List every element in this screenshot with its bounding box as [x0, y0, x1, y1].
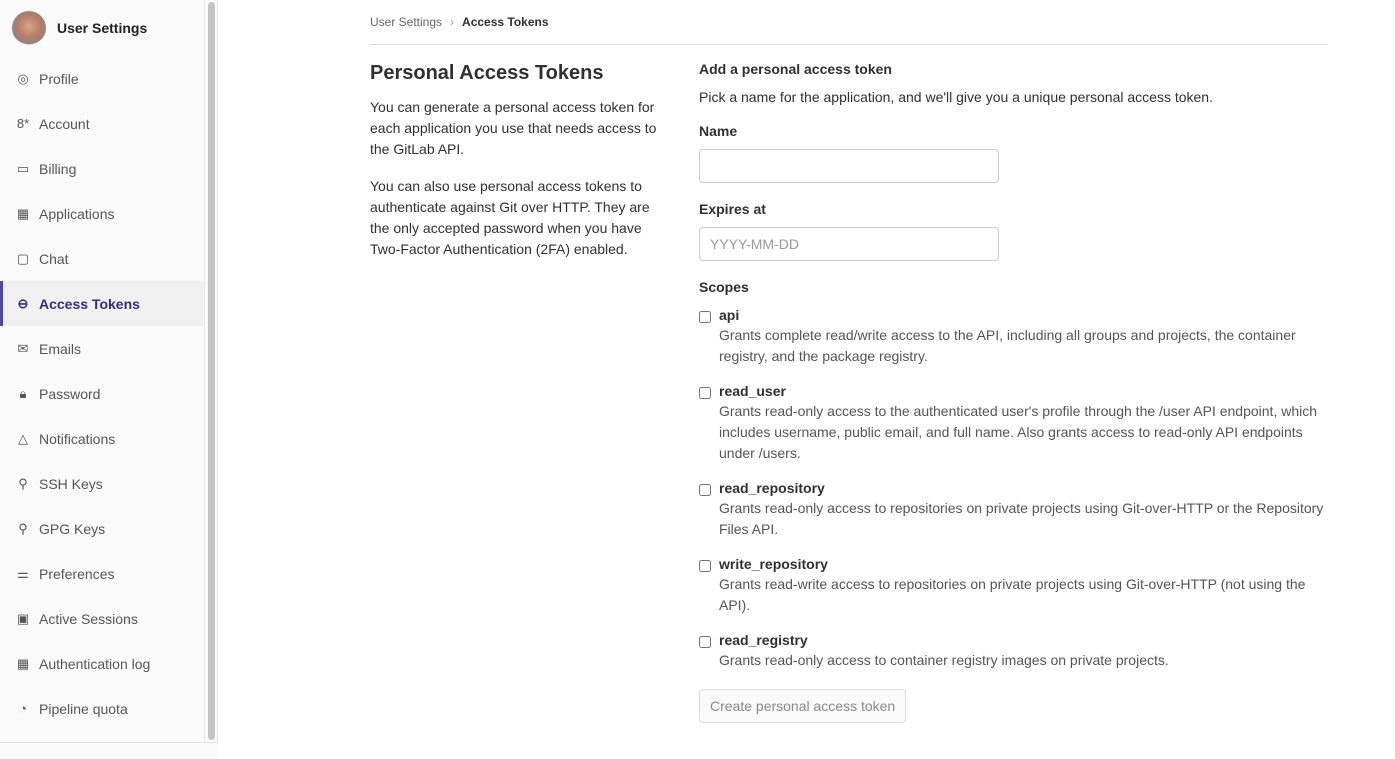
scope-description: Grants complete read/write access to the API, including all groups and projects, the container registry, and the package registry.	[719, 327, 1296, 364]
sidebar-item-label: Profile	[39, 70, 79, 87]
scope-checkbox[interactable]	[699, 636, 711, 648]
sidebar-item-password[interactable]	[0, 371, 204, 416]
sidebar-item-pipeline-quota[interactable]	[0, 686, 204, 731]
description-paragraph: You can also use personal access tokens to authenticate against Git over HTTP. They are the only accepted password when you have Two-Factor Authentication (2FA) enabled.	[370, 178, 650, 257]
sidebar-item-ssh-keys[interactable]	[0, 461, 204, 506]
applications-icon: ▦	[16, 205, 30, 221]
description-paragraph: You can generate a personal access token for each application you use that needs access to the GitLab API.	[370, 99, 657, 157]
sidebar	[0, 0, 205, 742]
scrollbar-thumb[interactable]	[208, 2, 215, 740]
emails-icon: ✉	[17, 340, 29, 356]
scope-name[interactable]: read_repository	[719, 480, 825, 496]
sidebar-item-preferences[interactable]	[0, 551, 204, 596]
scope-name[interactable]: api	[719, 307, 740, 323]
main-content	[370, 0, 1328, 714]
account-icon: 8*	[16, 116, 30, 131]
ssh-keys-icon: ⚲	[18, 475, 28, 491]
description-panel	[370, 62, 670, 276]
sidebar-item-profile[interactable]	[0, 56, 204, 101]
scope-description: Grants read-only access to the authenticated user's profile through the /user API endpoint, which includes username, public email, and full name. Also grants access to read-only API endpoints under /users.	[719, 403, 1318, 461]
sidebar-item-billing[interactable]	[0, 146, 204, 191]
breadcrumb-access-tokens[interactable]: Access Tokens	[462, 15, 549, 29]
chat-icon: ▢	[16, 250, 30, 266]
sidebar-item-label: Account	[39, 115, 90, 132]
scope-read_registry	[699, 632, 1328, 671]
breadcrumb-user-settings[interactable]: User Settings	[370, 15, 443, 29]
scope-description: Grants read-only access to repositories on private projects using Git-over-HTTP or the Repository Files API.	[719, 500, 1324, 537]
sidebar-item-label: Access Tokens	[39, 295, 140, 312]
notifications-icon: △	[18, 430, 28, 446]
sidebar-item-authentication-log[interactable]	[0, 641, 204, 686]
form-intro: Pick a name for the application, and we'll give you a unique personal access token.	[699, 89, 1213, 105]
scope-name[interactable]: write_repository	[719, 556, 828, 572]
sidebar-item-label: Password	[39, 385, 101, 402]
token-form	[699, 61, 1328, 723]
sidebar-item-label: Applications	[39, 205, 115, 222]
sidebar-item-label: Chat	[39, 250, 69, 267]
sidebar-item-access-tokens[interactable]	[0, 281, 204, 326]
sidebar-item-label: Authentication log	[39, 655, 151, 672]
scope-checkbox[interactable]	[699, 387, 711, 399]
sidebar-item-applications[interactable]	[0, 191, 204, 236]
scope-description: Grants read-only access to container registry images on private projects.	[719, 652, 1169, 668]
sidebar-item-label: Notifications	[39, 430, 116, 447]
scope-checkbox[interactable]	[699, 560, 711, 572]
active-sessions-icon: ▣	[16, 610, 30, 626]
breadcrumb	[370, 0, 1328, 45]
page-title: Personal Access Tokens	[370, 62, 604, 84]
sidebar-header[interactable]	[0, 0, 204, 56]
scope-checkbox[interactable]	[699, 311, 711, 323]
chevron-right-icon: ›	[450, 15, 455, 29]
form-heading: Add a personal access token	[699, 61, 892, 77]
expires-at-input[interactable]	[699, 227, 999, 261]
sidebar-item-label: Emails	[39, 340, 82, 357]
sidebar-item-label: Active Sessions	[39, 610, 138, 627]
scope-description: Grants read-write access to repositories on private projects using Git-over-HTTP (not using the API).	[719, 576, 1306, 613]
sidebar-footer	[0, 742, 218, 759]
sidebar-item-label: Billing	[39, 160, 77, 177]
expires-label: Expires at	[699, 201, 766, 217]
scope-name[interactable]: read_registry	[719, 632, 808, 648]
access-tokens-icon: ⊖	[17, 295, 29, 311]
scopes-label: Scopes	[699, 279, 749, 295]
sidebar-item-account[interactable]	[0, 101, 204, 146]
sidebar-item-emails[interactable]	[0, 326, 204, 371]
sidebar-item-label: Pipeline quota	[39, 700, 128, 717]
scope-name[interactable]: read_user	[719, 383, 786, 399]
sidebar-item-notifications[interactable]	[0, 416, 204, 461]
scope-read_repository	[699, 480, 1328, 540]
sidebar-item-chat[interactable]	[0, 236, 204, 281]
billing-icon: ▭	[16, 160, 30, 176]
authentication-log-icon: ▦	[16, 655, 30, 671]
sidebar-item-label: SSH Keys	[39, 475, 103, 492]
sidebar-item-label: Preferences	[39, 565, 115, 582]
sidebar-item-active-sessions[interactable]	[0, 596, 204, 641]
scope-checkbox[interactable]	[699, 484, 711, 496]
password-icon: 🔒︎	[19, 385, 27, 401]
gpg-keys-icon: ⚲	[18, 520, 28, 536]
pipeline-quota-icon: ◔	[19, 701, 27, 716]
avatar	[12, 11, 46, 45]
sidebar-item-label: GPG Keys	[39, 520, 106, 537]
name-input[interactable]	[699, 149, 999, 183]
create-token-button[interactable]: Create personal access token	[699, 689, 906, 723]
preferences-icon: ⚌	[17, 565, 29, 581]
scope-write_repository	[699, 556, 1328, 616]
scope-read_user	[699, 383, 1328, 464]
scope-api	[699, 307, 1328, 367]
sidebar-scrollbar[interactable]	[205, 0, 218, 742]
sidebar-item-gpg-keys[interactable]	[0, 506, 204, 551]
profile-icon: ◎	[17, 70, 29, 86]
name-label: Name	[699, 123, 738, 139]
sidebar-title: User Settings	[57, 20, 148, 36]
